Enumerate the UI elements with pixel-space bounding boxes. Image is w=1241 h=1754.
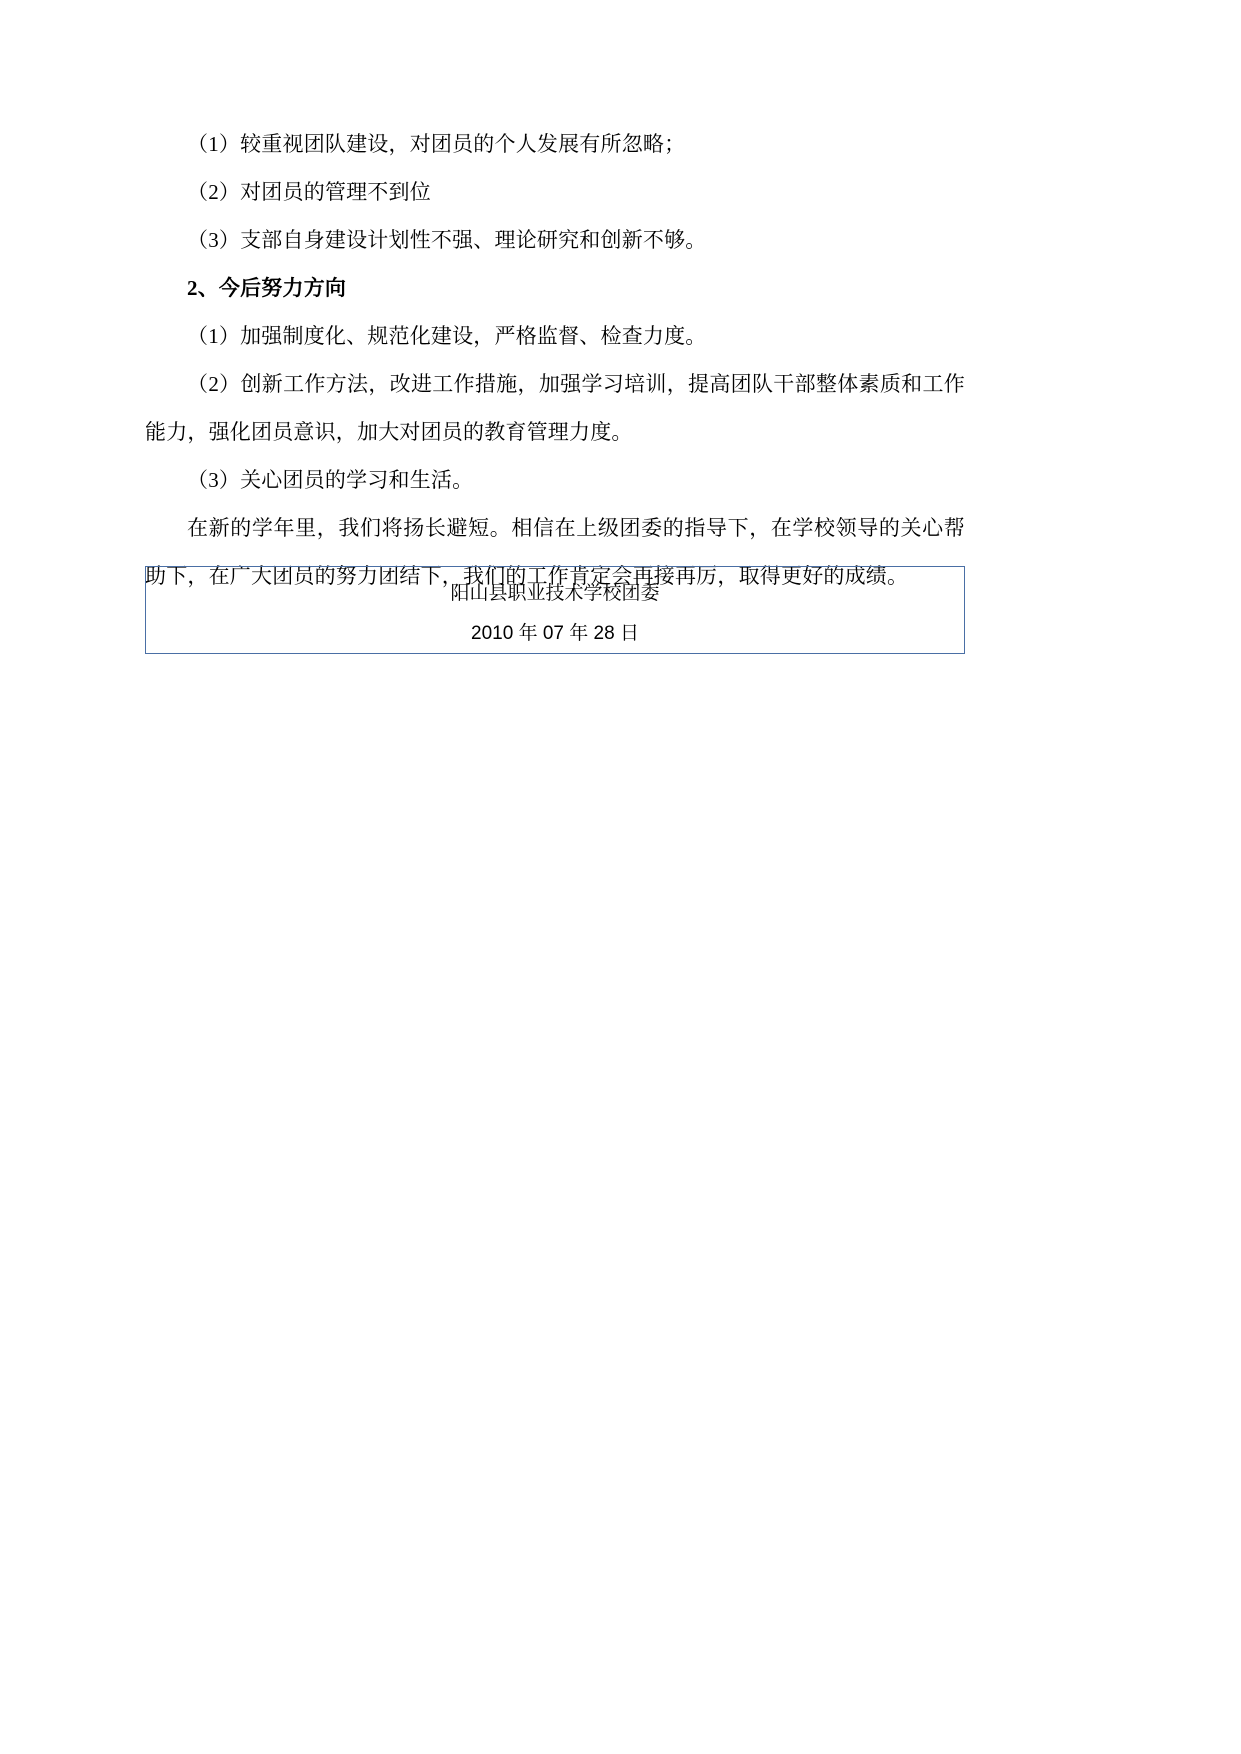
signature-block bbox=[145, 566, 965, 654]
paragraph-item-1: （1）较重视团队建设，对团员的个人发展有所忽略； bbox=[187, 132, 686, 156]
section-heading-future-direction: 2、今后努力方向 bbox=[187, 276, 347, 300]
paragraph-closing: 在新的学年里，我们将扬长避短。相信在上级团委的指导下，在学校领导的关心帮助下，在广大团员的努力团结下，我们的工作肯定会再接再厉，取得更好的成绩。 bbox=[145, 516, 965, 588]
paragraph-item-3: （3）支部自身建设计划性不强、理论研究和创新不够。 bbox=[187, 228, 707, 252]
paragraph-item-2: （2）对团员的管理不到位 bbox=[187, 180, 431, 204]
document-body bbox=[145, 120, 965, 600]
signature-date: 2010 年 07 年 28 日 bbox=[471, 623, 639, 644]
paragraph-direction-2: （2）创新工作方法，改进工作措施，加强学习培训，提高团队干部整体素质和工作能力，强化团员意识，加大对团员的教育管理力度。 bbox=[145, 372, 965, 444]
paragraph-direction-3: （3）关心团员的学习和生活。 bbox=[187, 468, 474, 492]
signature-organization: 阳山县职业技术学校团委 bbox=[450, 583, 660, 604]
paragraph-direction-1: （1）加强制度化、规范化建设，严格监督、检查力度。 bbox=[187, 324, 707, 348]
